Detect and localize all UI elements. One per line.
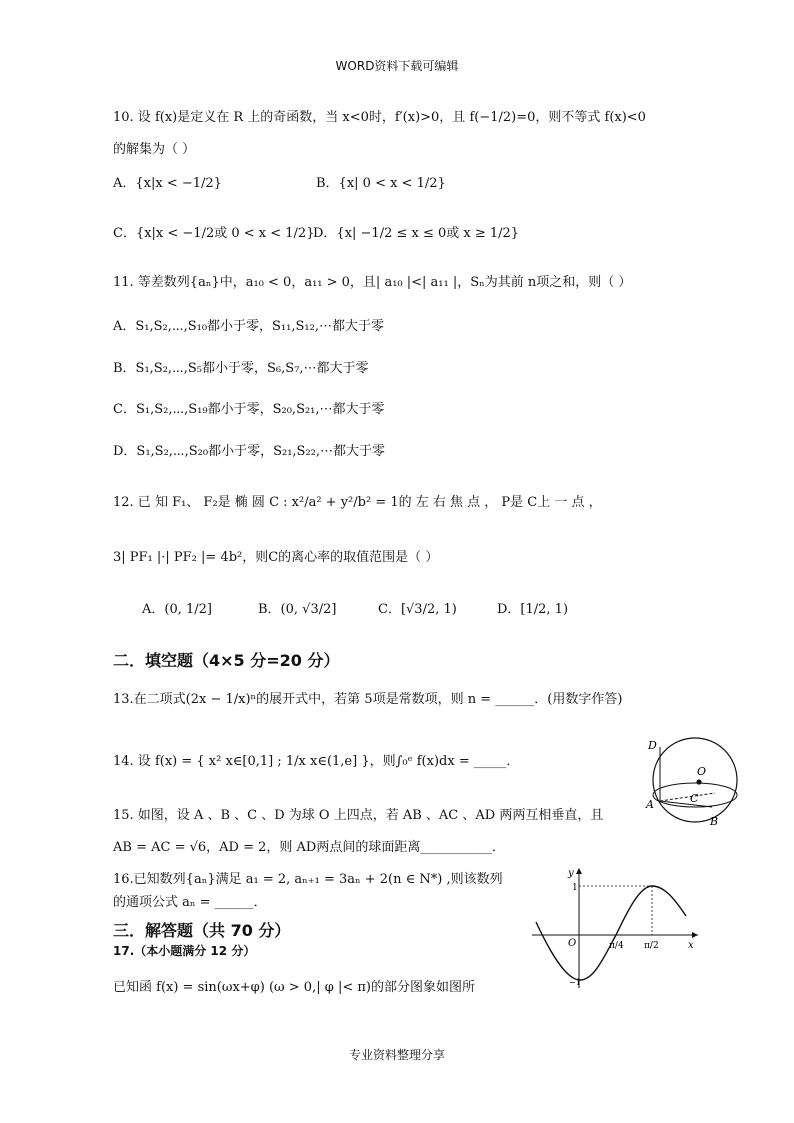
question-10-stem: 10. 设 f(x)是定义在 R 上的奇函数，当 x<0时，f′(x)>0，且 f(−1/2)=0，则不等式 f(x)<0 (113, 110, 646, 125)
question-17-heading: 17.（本小题满分 12 分） (113, 944, 256, 958)
question-11-option-a: A．S₁,S₂,⋯,S₁₀都小于零，S₁₁,S₁₂,⋯都大于零 (113, 319, 384, 334)
label-b: B (710, 815, 719, 828)
question-12-option-a: A．(0, 1/2] (142, 602, 212, 617)
sine-graph-figure (528, 862, 703, 992)
question-11-option-d: D．S₁,S₂,⋯,S₂₀都小于零，S₂₁,S₂₂,⋯都大于零 (113, 444, 386, 459)
pi2-label: π/2 (644, 941, 659, 951)
question-15-line2: AB = AC = √6，AD = 2，则 AD两点间的球面距离___________． (113, 840, 505, 855)
y-axis-arrow (576, 868, 582, 874)
label-o: O (697, 765, 707, 778)
section-2-title: 二．填空题（4×5 分=20 分） (113, 651, 340, 670)
question-13: 13.在二项式(2x − 1/x)ⁿ的展开式中，若第 5项是常数项，则 n = ______．(用数字作答) (113, 692, 623, 707)
page-header: WORD资料下载可编辑 (335, 59, 459, 73)
question-11-option-c: C．S₁,S₂,⋯,S₁₉都小于零，S₂₀,S₂₁,⋯都大于零 (113, 402, 385, 417)
y-label: y (568, 868, 574, 879)
question-11-option-b: B．S₁,S₂,⋯,S₅都小于零，S₆,S₇,⋯都大于零 (113, 361, 369, 376)
question-15-line1: 15. 如图，设 A 、B 、C 、D 为球 O 上四点，若 AB 、AC 、AD 两两互相垂直，且 (113, 808, 604, 823)
x-label: x (688, 940, 694, 951)
x-axis-arrow (692, 932, 698, 938)
question-11-stem: 11. 等差数列{aₙ}中，a₁₀ < 0，a₁₁ > 0，且| a₁₀ |<| a₁₁ |，Sₙ为其前 n项之和，则（ ） (113, 275, 632, 290)
question-14: 14. 设 f(x) = { x² x∈[0,1] ; 1/x x∈(1,e] }，则∫₀ᵉ f(x)dx = _____． (113, 754, 520, 769)
sphere-outline (653, 738, 737, 822)
question-12-stem-cont: 3| PF₁ |·| PF₂ |= 4b²，则C的离心率的取值范围是（ ） (113, 550, 439, 565)
question-10-option-d: D．{x| −1/2 ≤ x ≤ 0或 x ≥ 1/2} (313, 226, 520, 241)
question-12-option-c: C．[√3/2, 1) (378, 602, 457, 617)
label-d: D (648, 739, 657, 752)
question-17-text: 已知函 f(x) = sin(ωx+φ) (ω > 0,| φ |< π)的部分图象如图所 (113, 980, 475, 995)
label-a: A (646, 798, 654, 811)
question-10-option-c: C．{x|x < −1/2或 0 < x < 1/2} (113, 226, 315, 241)
segment-ac (660, 793, 715, 801)
section-3-title: 三．解答题（共 70 分） (113, 921, 291, 940)
question-16-line1: 16.已知数列{aₙ}满足 a₁ = 2, aₙ₊₁ = 3aₙ + 2(n ∈ N*) ,则该数列 (113, 872, 503, 887)
question-12-option-b: B．(0, √3/2] (258, 602, 337, 617)
question-12-stem: 12. 已 知 F₁、 F₂是 椭 圆 C : x²/a² + y²/b² = 1的 左 右 焦 点 ， P是 C上 一 点 ， (113, 495, 602, 510)
one-label: 1 (572, 883, 578, 893)
pi4-label: π/4 (609, 941, 624, 951)
sine-curve (536, 886, 686, 980)
page-footer: 专业资料整理分享 (348, 1048, 445, 1062)
sphere-figure (640, 735, 750, 830)
question-12-option-d: D．[1/2, 1) (497, 602, 569, 617)
question-10-option-a: A．{x|x < −1/2} (113, 176, 222, 191)
label-c: C (690, 792, 699, 805)
question-16-line2: 的通项公式 aₙ = ______． (113, 895, 267, 910)
origin-label: O (568, 938, 577, 949)
question-10-stem-cont: 的解集为（ ） (113, 142, 196, 157)
center-point (696, 779, 701, 784)
question-10-option-b: B．{x| 0 < x < 1/2} (316, 176, 446, 191)
neg-one-label: −1 (569, 978, 581, 987)
